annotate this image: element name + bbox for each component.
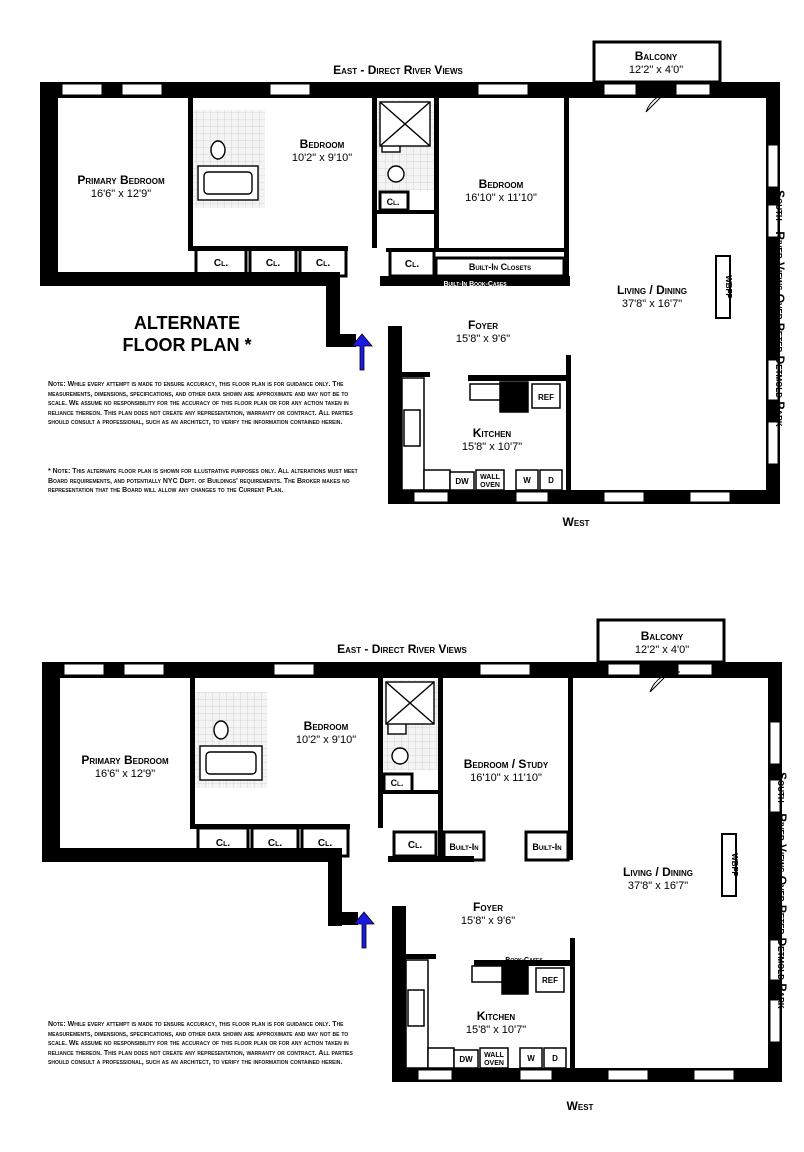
foyer-name: Foyer xyxy=(472,900,504,914)
wbfp-label: WBFP xyxy=(730,853,739,877)
closet-label: Cl. xyxy=(390,778,404,788)
book-cases-label: Book-Cases xyxy=(499,375,537,382)
foyer-dims: 15'8" x 9'6" xyxy=(460,915,516,927)
washer-label: W xyxy=(523,476,531,485)
closet-label: Cl. xyxy=(317,838,333,849)
ref-label: REF xyxy=(538,393,554,402)
balcony-dims: 12'2" x 4'0" xyxy=(634,644,690,656)
south-label: South - River Views Over Peter Detmold Park - xyxy=(773,189,787,435)
kitchen-name: Kitchen xyxy=(476,1009,516,1023)
closet-label: Cl. xyxy=(265,258,281,269)
foyer-name: Foyer xyxy=(467,318,499,332)
wall-oven-label: WALL xyxy=(480,474,500,481)
kitchen-dims: 15'8" x 10'7" xyxy=(465,1024,527,1036)
dw-label: DW xyxy=(455,477,469,486)
living-name: Living / Dining xyxy=(616,283,688,297)
living-dims: 37'8" x 16'7" xyxy=(621,298,683,310)
built-in-bookcases-label: Built-In Book-Cases xyxy=(443,281,507,288)
book-cases-label: Book-Cases xyxy=(421,864,459,871)
closet-label: Cl. xyxy=(267,838,283,849)
dryer-label: D xyxy=(548,476,554,485)
east-label: East - Direct River Views xyxy=(333,63,463,77)
kitchen-dims: 15'8" x 10'7" xyxy=(461,441,523,453)
bedroom1-dims: 10'2" x 9'10" xyxy=(295,734,357,746)
disclaimer-note: Note: While every attempt is made to ensure accuracy, this floor plan is for guidance only. The measurements, dimensions, specifications, and other data shown are approximate and may not be to scale. We assume no responsibility for the accuracy of this floor plan or for any action taken in reliance thereon. This plan does not create any representation, warranty or contract. All parties should consult a professional, such as an architect, to verify the information contained herein. xyxy=(48,1021,353,1067)
kitchen-name: Kitchen xyxy=(472,426,512,440)
wbfp-label: WBFP xyxy=(724,275,733,299)
book-cases-label: Book-Cases xyxy=(505,957,543,964)
closet-label: Cl. xyxy=(215,838,231,849)
balcony-dims: 12'2" x 4'0" xyxy=(628,64,684,76)
west-label: West xyxy=(562,515,590,529)
south-label: South - River Views Over Peter Detmold Park - xyxy=(775,771,789,1017)
alternate-title-line1: ALTERNATE xyxy=(133,313,241,333)
built-in-label: Built-In xyxy=(532,842,562,852)
bedroom1-name: Bedroom xyxy=(303,719,349,733)
bedroom1-name: Bedroom xyxy=(299,137,345,151)
balcony-name: Balcony xyxy=(640,629,684,643)
closet-label: Cl. xyxy=(213,258,229,269)
primary-bedroom-dims: 16'6" x 12'9" xyxy=(94,768,156,780)
closet-label: Cl. xyxy=(315,258,331,269)
alternate-plan-note: * Note: This alternate floor plan is shown for illustrative purposes only. All alterations must meet Board requirements, and potentially NYC Dept. of Buildings' requirements. The Broker makes no representation that the Board will allow any changes to the Current Plan. xyxy=(48,468,358,495)
bedroom2-dims: 16'10" x 11'10" xyxy=(470,772,542,784)
bedroom2-dims: 16'10" x 11'10" xyxy=(465,192,537,204)
closet-label: Cl. xyxy=(404,259,420,270)
primary-bedroom-dims: 16'6" x 12'9" xyxy=(90,188,152,200)
wall-oven-label: WALL xyxy=(484,1052,504,1059)
foyer-dims: 15'8" x 9'6" xyxy=(455,333,511,345)
wall-oven-label: OVEN xyxy=(484,1060,504,1067)
living-dims: 37'8" x 16'7" xyxy=(627,880,689,892)
living-name: Living / Dining xyxy=(622,865,694,879)
balcony-name: Balcony xyxy=(634,49,678,63)
west-label: West xyxy=(566,1099,594,1113)
dryer-label: D xyxy=(552,1054,558,1063)
bedroom1-dims: 10'2" x 9'10" xyxy=(291,152,353,164)
wall-oven-label: OVEN xyxy=(480,482,500,489)
washer-label: W xyxy=(527,1054,535,1063)
floor-plan-alternate xyxy=(40,42,787,529)
alternate-title xyxy=(102,312,272,356)
bedroom2-name: Bedroom / Study xyxy=(463,757,549,771)
bedroom2-name: Bedroom xyxy=(478,177,524,191)
primary-bedroom-name: Primary Bedroom xyxy=(81,753,169,767)
closet-label: Cl. xyxy=(386,197,400,207)
disclaimer-note: Note: While every attempt is made to ensure accuracy, this floor plan is for guidance only. The measurements, dimensions, specifications, and other data shown are approximate and may not be to scale. We assume no responsibility for the accuracy of this floor plan or for any action taken in reliance thereon. This plan does not create any representation, warranty or contract. All parties should consult a professional, such as an architect, to verify the information contained herein. xyxy=(48,381,353,427)
dw-label: DW xyxy=(459,1055,473,1064)
built-in-closets-label: Built-In Closets xyxy=(468,262,532,272)
closet-label: Cl. xyxy=(407,840,423,851)
built-in-label: Built-In xyxy=(449,842,479,852)
east-label: East - Direct River Views xyxy=(337,642,467,656)
ref-label: REF xyxy=(542,976,558,985)
alternate-title-line2: FLOOR PLAN * xyxy=(122,335,252,355)
primary-bedroom-name: Primary Bedroom xyxy=(77,173,165,187)
